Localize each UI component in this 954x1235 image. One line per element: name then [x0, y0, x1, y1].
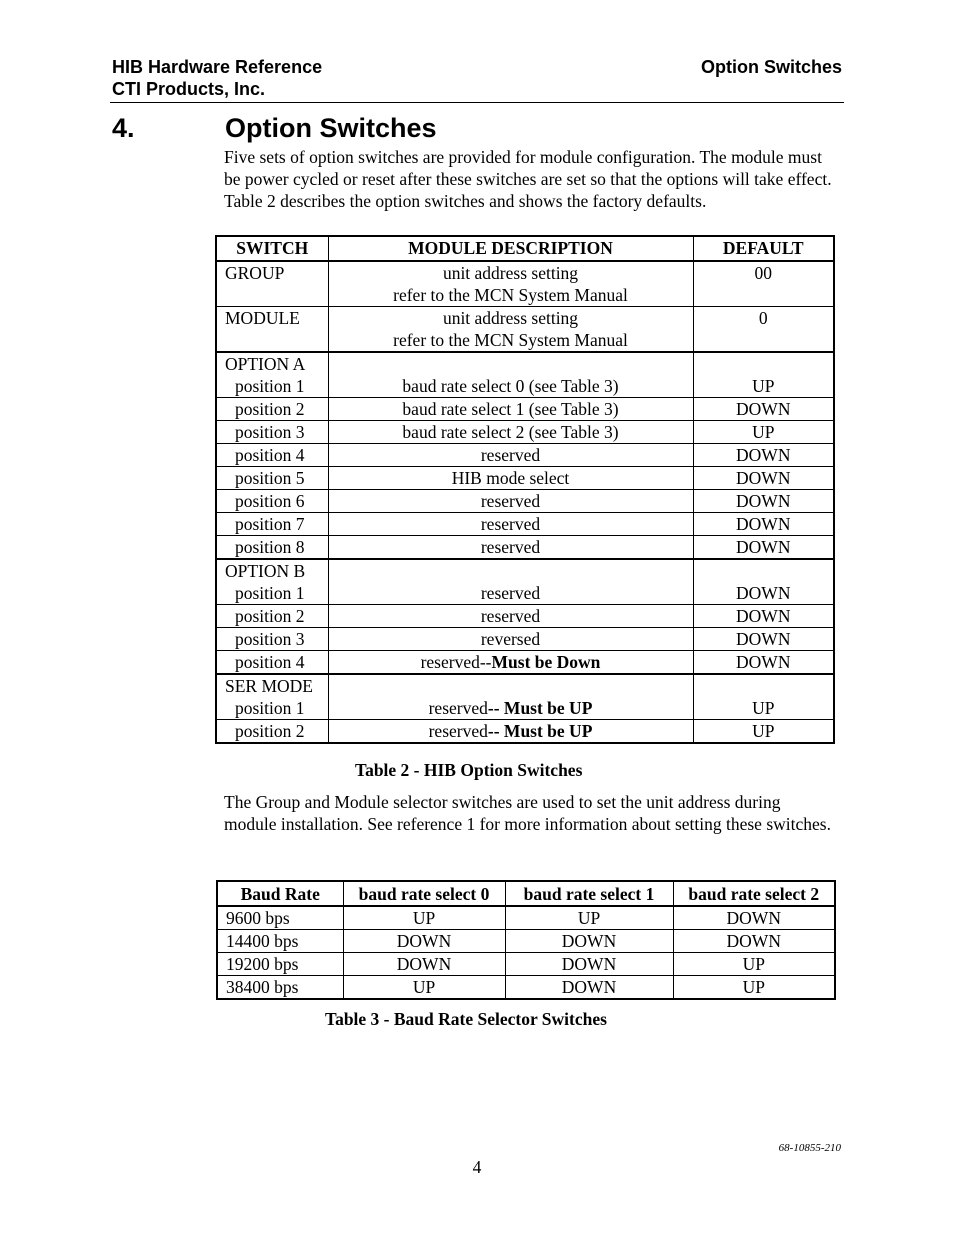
switch-setting-cell: UP — [505, 906, 673, 930]
column-header: baud rate select 1 — [505, 881, 673, 906]
option-switches-table — [215, 235, 835, 744]
description-text: baud rate select 2 (see Table 3) — [402, 422, 619, 442]
table-row — [217, 930, 835, 953]
column-header: baud rate select 0 — [343, 881, 505, 906]
description-cell — [328, 352, 693, 398]
intro-paragraph: Five sets of option switches are provided for module configuration. The module must be power cycled or reset after these switches are set so that the options will take effect. Table 2 describes the option switches and shows the factory defaults. — [224, 147, 832, 211]
switch-setting-cell: DOWN — [505, 930, 673, 953]
table-row — [216, 444, 834, 467]
switch-setting-cell: DOWN — [505, 976, 673, 1000]
table-row — [216, 467, 834, 490]
baud-rate-cell: 19200 bps — [217, 953, 343, 976]
baud-rate-table — [216, 880, 836, 1000]
switch-setting-cell: DOWN — [505, 953, 673, 976]
switch-cell: position 6 — [216, 490, 328, 513]
description-emphasis: -- Must be UP — [487, 721, 593, 741]
default-cell: DOWN — [693, 605, 834, 628]
description-text: reserved — [480, 445, 541, 465]
document-number: 68-10855-210 — [778, 1142, 841, 1154]
table-row — [217, 976, 835, 1000]
switch-setting-cell: DOWN — [673, 930, 835, 953]
switch-cell: position 4 — [216, 651, 328, 675]
switch-cell — [216, 674, 328, 720]
description-cell — [328, 490, 693, 513]
table-row — [216, 307, 834, 353]
description-text: baud rate select 1 (see Table 3) — [402, 399, 619, 419]
description-text: reserved — [480, 491, 541, 511]
table-row — [216, 674, 834, 720]
table-row — [216, 651, 834, 675]
switch-cell: position 4 — [216, 444, 328, 467]
description-cell — [328, 467, 693, 490]
description-text: reserved — [480, 537, 541, 557]
description-text: unit address setting — [442, 263, 579, 283]
table-row — [216, 720, 834, 744]
default-cell: 00 — [693, 261, 834, 307]
switch-cell: position 7 — [216, 513, 328, 536]
section-title: Option Switches — [225, 113, 437, 143]
description-text-line2: refer to the MCN System Manual — [393, 330, 628, 350]
header-rule — [110, 102, 844, 103]
switch-position-label: position 1 — [235, 583, 305, 603]
table-row — [216, 559, 834, 605]
baud-rate-cell: 38400 bps — [217, 976, 343, 1000]
header-section-title: Option Switches — [700, 57, 842, 77]
description-cell — [328, 605, 693, 628]
switch-cell: position 2 — [216, 398, 328, 421]
description-text: reserved — [480, 606, 541, 626]
description-text: reserved — [480, 583, 541, 603]
default-cell: DOWN — [693, 513, 834, 536]
switch-setting-cell: UP — [343, 976, 505, 1000]
table-header-row — [217, 881, 835, 906]
column-header: SWITCH — [216, 236, 328, 261]
switch-setting-cell: DOWN — [343, 930, 505, 953]
switch-cell: position 2 — [216, 605, 328, 628]
description-emphasis: -- Must be UP — [487, 698, 593, 718]
switch-setting-cell: DOWN — [343, 953, 505, 976]
switch-group-label: SER MODE — [225, 676, 313, 696]
default-cell: UP — [693, 674, 834, 720]
column-header: MODULE DESCRIPTION — [328, 236, 693, 261]
switch-cell: position 5 — [216, 467, 328, 490]
description-text-line2: refer to the MCN System Manual — [393, 285, 628, 305]
description-cell — [328, 628, 693, 651]
table-row — [216, 261, 834, 307]
default-cell: 0 — [693, 307, 834, 353]
table-row — [216, 352, 834, 398]
baud-rate-cell: 9600 bps — [217, 906, 343, 930]
description-cell — [328, 444, 693, 467]
description-cell — [328, 261, 693, 307]
table-row — [217, 953, 835, 976]
table-row — [216, 605, 834, 628]
switch-position-label: position 1 — [235, 376, 305, 396]
description-cell — [328, 536, 693, 560]
description-emphasis: Must be Down — [491, 652, 601, 672]
description-text: reserved — [428, 698, 488, 718]
description-text: reversed — [480, 629, 541, 649]
switch-cell: position 8 — [216, 536, 328, 560]
description-text: reserved — [480, 514, 541, 534]
description-text: reserved-- — [420, 652, 492, 672]
column-header: baud rate select 2 — [673, 881, 835, 906]
default-cell: DOWN — [693, 536, 834, 560]
switch-setting-cell: UP — [343, 906, 505, 930]
switch-group-label: OPTION A — [225, 354, 306, 374]
switch-cell: MODULE — [216, 307, 328, 353]
description-text: reserved — [428, 721, 488, 741]
switch-position-label: position 1 — [235, 698, 305, 718]
description-cell — [328, 398, 693, 421]
switch-cell — [216, 559, 328, 605]
column-header: DEFAULT — [693, 236, 834, 261]
table-header-row — [216, 236, 834, 261]
page-number: 4 — [472, 1157, 482, 1177]
running-header-left — [112, 56, 322, 100]
header-doc-title: HIB Hardware Reference — [112, 57, 323, 77]
default-cell: DOWN — [693, 651, 834, 675]
default-cell: DOWN — [693, 467, 834, 490]
table3-caption: Table 3 - Baud Rate Selector Switches — [325, 1009, 607, 1029]
default-cell: UP — [693, 421, 834, 444]
section-number: 4. — [112, 113, 135, 143]
switch-cell — [216, 352, 328, 398]
default-cell: DOWN — [693, 559, 834, 605]
header-company: CTI Products, Inc. — [112, 79, 266, 99]
table2-caption: Table 2 - HIB Option Switches — [355, 760, 583, 780]
description-text: HIB mode select — [451, 468, 570, 488]
switch-cell: position 2 — [216, 720, 328, 744]
switch-cell: GROUP — [216, 261, 328, 307]
table-row — [216, 536, 834, 560]
table-row — [216, 490, 834, 513]
switch-setting-cell: DOWN — [673, 906, 835, 930]
default-cell: DOWN — [693, 444, 834, 467]
switch-setting-cell: UP — [673, 953, 835, 976]
switch-setting-cell: UP — [673, 976, 835, 1000]
table-row — [216, 513, 834, 536]
default-cell: DOWN — [693, 628, 834, 651]
description-cell — [328, 421, 693, 444]
switch-cell: position 3 — [216, 421, 328, 444]
default-cell: DOWN — [693, 398, 834, 421]
table-row — [216, 628, 834, 651]
description-text: unit address setting — [442, 308, 579, 328]
description-cell — [328, 651, 693, 675]
description-cell — [328, 559, 693, 605]
description-cell — [328, 513, 693, 536]
column-header: Baud Rate — [217, 881, 343, 906]
table-row — [216, 398, 834, 421]
switch-cell: position 3 — [216, 628, 328, 651]
description-text: baud rate select 0 (see Table 3) — [402, 376, 619, 396]
switch-group-label: OPTION B — [225, 561, 306, 581]
default-cell: DOWN — [693, 490, 834, 513]
baud-rate-cell: 14400 bps — [217, 930, 343, 953]
table-row — [217, 906, 835, 930]
description-cell — [328, 720, 693, 744]
table-row — [216, 421, 834, 444]
default-cell: UP — [693, 352, 834, 398]
description-cell — [328, 674, 693, 720]
default-cell: UP — [693, 720, 834, 744]
address-paragraph: The Group and Module selector switches are used to set the unit address during module installation. See reference 1 for more information about setting these switches. — [224, 792, 831, 834]
description-cell — [328, 307, 693, 353]
